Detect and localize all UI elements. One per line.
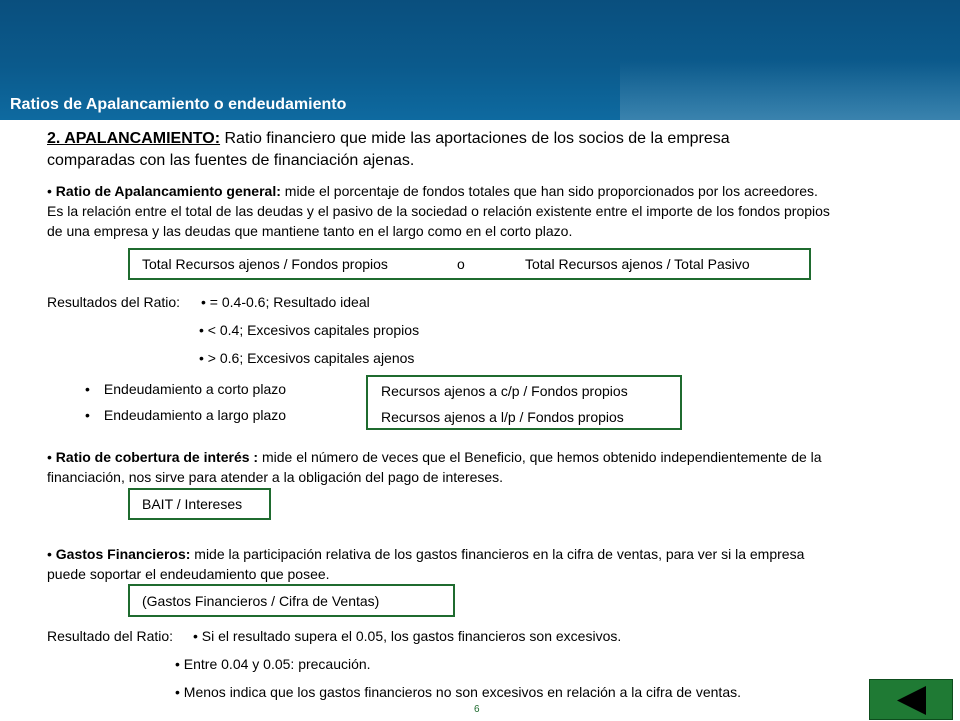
debt-long-label: Endeudamiento a largo plazo: [103, 407, 287, 423]
expenses-result-2: • Entre 0.04 y 0.05: precaución.: [175, 656, 371, 672]
result-item-2: • < 0.4; Excesivos capitales propios: [199, 322, 420, 338]
results-label: Resultados del Ratio:: [47, 294, 181, 310]
debt-short-formula: Recursos ajenos a c/p / Fondos propios: [381, 383, 628, 399]
bullet: •: [47, 449, 52, 465]
general-line-1-text: mide el porcentaje de fondos totales que han sido proporcionados por los acreedores.: [280, 183, 818, 199]
expenses-result-label: Resultado del Ratio:: [47, 628, 174, 644]
expenses-result-1: • Si el resultado supera el 0.05, los gastos financieros son excesivos.: [193, 628, 622, 644]
debt-long-formula: Recursos ajenos a l/p / Fondos propios: [381, 409, 624, 425]
general-line-1: [47, 181, 830, 201]
intro-line-1: [47, 128, 730, 150]
header-banner: [0, 0, 960, 120]
coverage-line-1: [47, 447, 822, 467]
expenses-line-1: [47, 544, 804, 564]
triangle-left-icon: [870, 680, 954, 721]
formula-a: Total Recursos ajenos / Fondos propios: [142, 256, 388, 272]
coverage-formula: BAIT / Intereses: [142, 496, 243, 512]
general-line-2: Es la relación entre el total de las deudas y el pasivo de la sociedad o relación existente entre el importe de los fondos propios: [47, 203, 830, 219]
general-ratio-paragraph: [47, 181, 830, 241]
back-button[interactable]: [869, 679, 953, 720]
expenses-paragraph: [47, 544, 804, 584]
bullet: •: [47, 183, 52, 199]
debt-short-item: [85, 381, 286, 397]
coverage-line-2: financiación, nos sirve para atender a la obligación del pago de intereses.: [47, 469, 504, 485]
page-number: 6: [474, 704, 480, 715]
general-formula-box: [128, 248, 811, 280]
general-title: Ratio de Apalancamiento general:: [55, 183, 281, 199]
intro-paragraph: [47, 128, 730, 172]
debt-short-label: Endeudamiento a corto plazo: [103, 381, 287, 397]
intro-line-1-text: Ratio financiero que mide las aportaciones de los socios de la empresa: [220, 130, 730, 147]
coverage-paragraph: [47, 447, 822, 487]
bullet: •: [47, 546, 52, 562]
coverage-line-1-text: mide el número de veces que el Beneficio, que hemos obtenido independientemente de la: [258, 449, 822, 465]
expenses-formula: (Gastos Financieros / Cifra de Ventas): [142, 592, 380, 609]
intro-lead: 2. APALANCAMIENTO:: [47, 130, 221, 147]
debt-formula-box: [366, 375, 682, 430]
expenses-title: Gastos Financieros:: [55, 546, 191, 562]
result-item-1: • = 0.4-0.6; Resultado ideal: [201, 294, 370, 310]
expenses-result-3: • Menos indica que los gastos financieros no son excesivos en relación a la cifra de ventas.: [175, 684, 741, 700]
intro-line-2: comparadas con las fuentes de financiación ajenas.: [47, 152, 415, 169]
expenses-formula-box: [128, 584, 455, 617]
coverage-formula-box: [128, 488, 271, 520]
bullet: •: [85, 407, 90, 423]
expenses-line-2: puede soportar el endeudamiento que posee.: [47, 566, 330, 582]
formula-or: o: [457, 256, 465, 272]
formula-b: Total Recursos ajenos / Total Pasivo: [525, 256, 750, 272]
general-line-3: de una empresa y las deudas que mantiene tanto en el largo como en el corto plazo.: [47, 223, 573, 239]
page-title: Ratios de Apalancamiento o endeudamiento: [10, 96, 347, 113]
debt-long-item: [85, 407, 286, 423]
bullet: •: [85, 381, 90, 397]
expenses-line-1-text: mide la participación relativa de los gastos financieros en la cifra de ventas, para ver si la empresa: [190, 546, 805, 562]
coverage-title: Ratio de cobertura de interés :: [55, 449, 259, 465]
result-item-3: • > 0.6; Excesivos capitales ajenos: [199, 350, 415, 366]
header-decoration: [620, 60, 960, 120]
